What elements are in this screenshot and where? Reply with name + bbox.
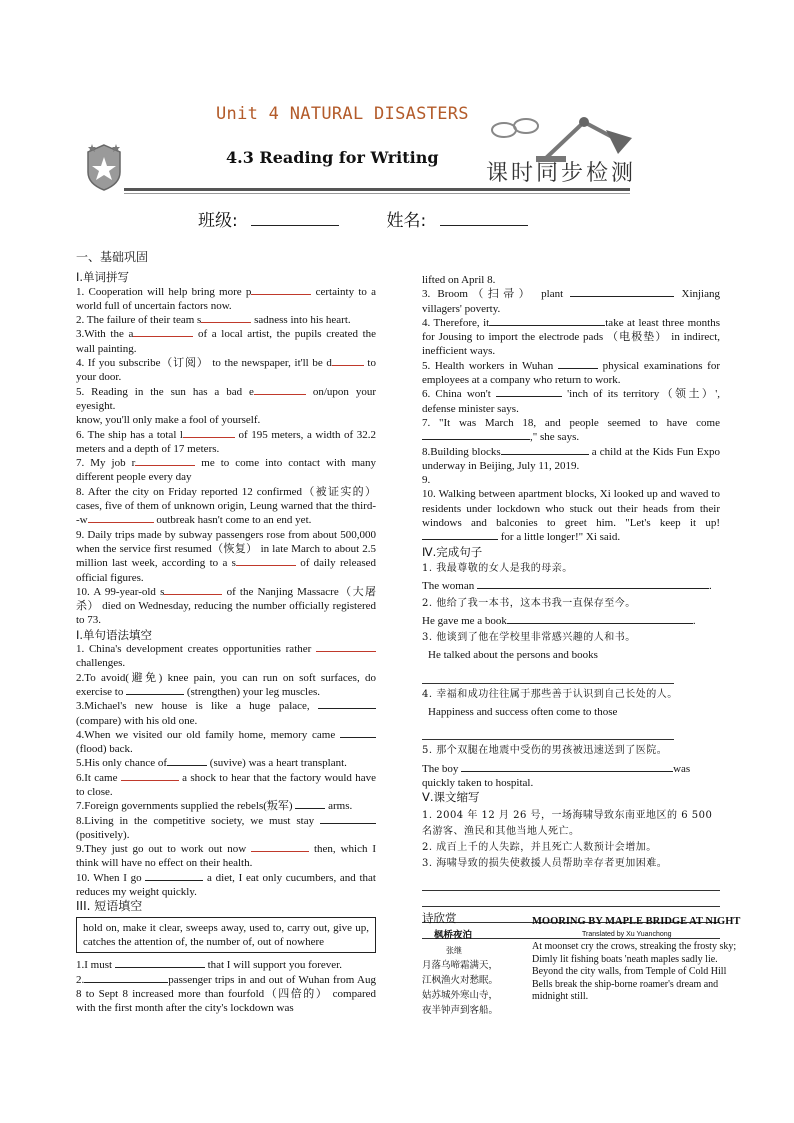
answer-blank[interactable] <box>422 439 530 440</box>
answer-blank[interactable] <box>167 765 207 766</box>
cn-prompt: 3. 他谈到了他在学校里非常感兴趣的人和书。 <box>422 632 636 644</box>
answer-blank[interactable] <box>496 396 562 397</box>
poem-line: 姑苏城外寒山寺， <box>422 990 499 1001</box>
answer-blank[interactable] <box>558 368 598 369</box>
answer-blank[interactable] <box>115 967 205 968</box>
lesson-title: 4.3 Reading for Writing <box>226 148 439 167</box>
list-item: 2. passenger trips in and out of Wuhan from Aug 8 to Sept 8 increased more than fourfold（四倍的） compared with the first month after the city's lockdown was <box>76 973 376 1015</box>
list-item: 4. If you subscribe（订阅） to the newspaper, it'll be d to your door. <box>76 357 376 384</box>
cn-prompt: 2. 他给了我一本书，这本书我一直保存至今。 <box>422 597 636 609</box>
class-field[interactable] <box>251 225 339 226</box>
answer-blank[interactable] <box>126 694 184 695</box>
list-item: 5.His only chance of (suvive) was a heart transplant. <box>76 757 347 770</box>
list-item: 7. "It was March 18, and people seemed to have come ," she says. <box>422 416 720 444</box>
answer-line: Happiness and success often come to those <box>428 706 618 719</box>
right-heading: 课时同步检测 <box>486 161 637 186</box>
right-column <box>422 273 720 940</box>
answer-blank[interactable] <box>183 437 235 438</box>
star-badge-icon <box>82 142 126 192</box>
poem-line: At moonset cry the crows, streaking the frosty sky; <box>532 941 737 952</box>
poem-line: Beyond the city walls, from Temple of Cold Hill <box>532 966 727 977</box>
poem-section-title: 诗欣赏 <box>422 911 457 925</box>
name-field[interactable] <box>440 225 528 226</box>
phrase-box: hold on, make it clear, sweeps away, used to, carry out, give up, catches the attention of, the number of, out of nowhere <box>76 917 376 954</box>
answer-blank[interactable] <box>477 588 709 589</box>
cn-prompt: 3. 海啸导致的损失使救援人员帮助幸存者更加困难。 <box>422 857 668 869</box>
section1-title: 一、基础巩固 <box>76 250 149 264</box>
list-item: 3.With the a of a local artist, the pupils created the wall painting. <box>76 328 377 355</box>
answer-blank[interactable] <box>164 594 222 595</box>
answer-blank[interactable] <box>295 808 325 809</box>
unit-title: Unit 4 NATURAL DISASTERS <box>216 104 469 124</box>
poem-translator: Translated by Xu Yuanchong <box>582 930 672 938</box>
class-label: 班级: <box>198 211 238 231</box>
part4-title: Ⅳ.完成句子 <box>422 544 483 559</box>
answer-line: The woman . <box>422 580 712 593</box>
answer-blank[interactable] <box>340 737 376 738</box>
part2-title: Ⅰ.单句语法填空 <box>76 627 153 642</box>
answer-blank[interactable] <box>236 565 296 566</box>
answer-blank[interactable] <box>489 325 605 326</box>
answer-blank[interactable] <box>88 522 154 523</box>
part1-title: Ⅰ.单词拼写 <box>76 270 130 285</box>
list-item: 2.To avoid(避免) knee pain, you can run on soft surfaces, do exercise to (strengthen) your leg muscles. <box>76 671 376 698</box>
answer-blank[interactable] <box>332 365 364 366</box>
answer-blank[interactable] <box>201 322 251 323</box>
list-item: 6. The ship has a total l of 195 meters, a width of 32.2 meters and a depth of 17 meters. <box>76 428 376 455</box>
list-item: 4.When we visited our old family home, memory came (flood) back. <box>76 728 376 757</box>
answer-blank[interactable] <box>320 823 376 824</box>
answer-blank[interactable] <box>461 771 673 772</box>
answer-blank[interactable] <box>251 851 309 852</box>
poem-line: Dimly lit fishing boats 'neath maples sadly lie. <box>532 953 718 965</box>
poem-cn-title: 枫桥夜泊 <box>434 930 473 941</box>
cn-prompt: 1. 我最尊敬的女人是我的母亲。 <box>422 562 573 574</box>
answer-blank[interactable] <box>133 336 193 337</box>
list-item: 10. A 99-year-old s of the Nanjing Massacre（大屠杀） died on Wednesday, reducing the number officially registered to 73. <box>76 585 376 627</box>
list-item: 1. China's development creates opportunities rather challenges. <box>76 642 376 671</box>
continued-line: lifted on April 8. <box>422 274 496 286</box>
answer-blank[interactable] <box>254 394 306 395</box>
poem-line: 月落乌啼霜满天， <box>422 960 499 971</box>
answer-line: He talked about the persons and books <box>428 649 598 662</box>
list-item: 7.Foreign governments supplied the rebels(叛军) arms. <box>76 800 353 813</box>
list-item: 3. Broom（扫帚） plant Xinjiang villagers' poverty. <box>422 288 720 315</box>
list-item: 8. After the city on Friday reported 12 confirmed（被证实的） cases, five of them of unknown origin, Leung warned that the third--w outbreak hasn't come to an end yet. <box>76 485 376 527</box>
cn-prompt: 2. 成百上千的人失踪，并且死亡人数预计会增加。 <box>422 841 657 853</box>
answer-blank[interactable] <box>121 780 179 781</box>
list-item: 1. Cooperation will help bring more p certainty to a world full of uncertain factors now. <box>76 285 377 312</box>
answer-line: The boy was <box>422 762 691 775</box>
header-divider-thin <box>124 193 630 194</box>
part3-title: ⅠⅠⅠ. 短语填空 <box>76 899 143 914</box>
answer-blank[interactable] <box>501 454 589 455</box>
cn-prompt: 4. 幸福和成功往往属于那些善于认识到自己长处的人。 <box>422 688 678 700</box>
answer-blank[interactable] <box>318 708 376 709</box>
answer-line: He gave me a book . <box>422 614 696 627</box>
answer-blank[interactable] <box>507 623 693 624</box>
list-item: 9. <box>422 474 431 487</box>
answer-blank[interactable] <box>422 876 720 891</box>
poem-line: 江枫渔火对愁眠。 <box>422 975 499 986</box>
poem-author: 张继 <box>446 946 462 955</box>
name-label: 姓名: <box>386 211 427 231</box>
answer-blank[interactable] <box>422 725 674 740</box>
list-item: 8.Living in the competitive society, we must stay (positively). <box>76 814 376 843</box>
class-name-line <box>198 206 528 231</box>
answer-blank[interactable] <box>422 892 720 907</box>
list-item: 3.Michael's new house is like a huge palace, (compare) with his old one. <box>76 699 376 728</box>
list-item: 5. Reading in the sun has a bad e on/upon your eyesight. <box>76 385 376 412</box>
answer-line-tail: quickly taken to hospital. <box>422 776 534 789</box>
poem-section <box>422 910 752 1016</box>
answer-blank[interactable] <box>422 669 674 684</box>
list-item: 6.It came a shock to hear that the factory would have to close. <box>76 771 376 798</box>
answer-blank[interactable] <box>570 296 674 297</box>
left-column <box>76 250 376 1015</box>
list-item: 7. My job r me to come into contact with many different people every day <box>76 457 377 484</box>
list-item: 2. The failure of their team s sadness into his heart. <box>76 314 351 327</box>
answer-blank[interactable] <box>316 651 376 652</box>
list-item: 10. When I go a diet, I eat only cucumbers, and that reduces my weight quickly. <box>76 871 376 899</box>
part5-title: Ⅴ.课文缩写 <box>422 790 480 805</box>
list-item: 9.They just go out to work out now then, which I think will have no effect on their health. <box>76 843 376 870</box>
list-item: 10. Walking between apartment blocks, Xi looked up and waved to residents under lockdown who stuck out their heads from their windows and balconies to greet him. "Let's keep it up! for a little longer!" Xi said. <box>422 488 720 544</box>
poem-chinese <box>422 928 520 1018</box>
poem-english <box>532 916 750 1004</box>
cn-prompt: 5. 那个双腿在地震中受伤的男孩被迅速送到了医院。 <box>422 745 668 757</box>
list-item: 8.Building blocks a child at the Kids Fun Expo underway in Beijing, July 11, 2019. <box>422 445 720 472</box>
poem-en-title: MOORING BY MAPLE BRIDGE AT NIGHT <box>532 916 741 927</box>
header-divider <box>124 188 630 191</box>
list-item: know, you'll only make a fool of yourself. <box>76 414 261 427</box>
answer-blank[interactable] <box>251 294 311 295</box>
answer-blank[interactable] <box>422 539 498 540</box>
answer-blank[interactable] <box>135 465 195 466</box>
list-item: 9. Daily trips made by subway passengers rose from about 500,000 when the service first resumed（恢复） in late March to about 2.5 million last week, according to a s of daily released official figures. <box>76 528 376 584</box>
answer-blank[interactable] <box>84 982 168 983</box>
poem-line: Bells break the ship-borne roamer's dream and midnight still. <box>532 978 719 1002</box>
list-item: 4. Therefore, it take at least three months for Jousing to import the electrode pads （电极垫） in indirect, inefficient ways. <box>422 316 720 358</box>
list-item: 6. China won't 'inch of its territory（领土）', defense minister says. <box>422 388 721 415</box>
answer-blank[interactable] <box>145 880 203 881</box>
cn-prompt: 1. 2004 年 12 月 26 号，一场海啸导致东南亚地区的 6 500 名游客、渔民和其他当地人死亡。 <box>422 809 713 837</box>
list-item: 1.I must that I will support you forever. <box>76 959 342 972</box>
list-item: 5. Health workers in Wuhan physical examinations for employees at a company who return to work. <box>422 359 720 387</box>
poem-line: 夜半钟声到客船。 <box>422 1005 499 1016</box>
